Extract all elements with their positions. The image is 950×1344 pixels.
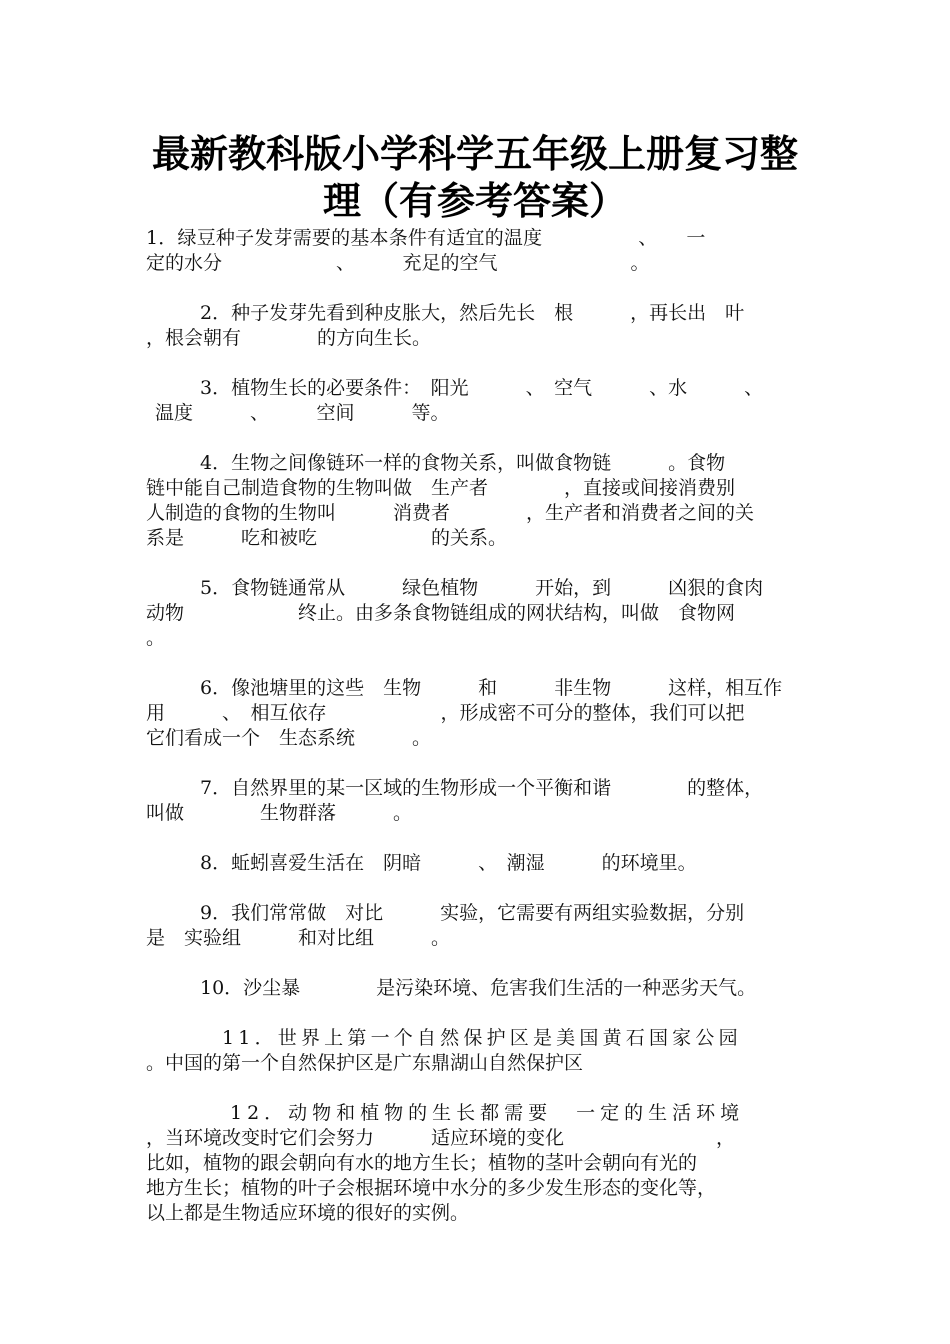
q10-line-1: 10．沙尘暴 是污染环境、危害我们生活的一种恶劣天气。 xyxy=(200,977,757,999)
q12-line-5: 以上都是生物适应环境的很好的实例。 xyxy=(146,1202,470,1224)
q5-line-3: 。 xyxy=(146,627,166,649)
q4-line-2: 链中能自己制造食物的生物叫做 生产者 ，直接或间接消费别 xyxy=(146,477,736,499)
q3-line-2: 温度 、 空间 等。 xyxy=(155,402,450,424)
q12-line-2: ，当环境改变时它们会努力 适应环境的变化 ， xyxy=(146,1127,736,1149)
q4-line-3: 人制造的食物的生物叫 消费者 ，生产者和消费者之间的关 xyxy=(146,502,755,524)
q12-line-1: 12．动物和植物的生长都需要 一定的生活环境 xyxy=(230,1102,745,1124)
q7-line-1: 7．自然界里的某一区域的生物形成一个平衡和谐 的整体， xyxy=(200,777,764,799)
q9-line-1: 9．我们常常做 对比 实验，它需要有两组实验数据，分别 xyxy=(200,902,745,924)
q2-line-1: 2．种子发芽先看到种皮胀大，然后先长 根 ，再长出 叶 xyxy=(200,302,745,324)
q6-line-3: 它们看成一个 生态系统 。 xyxy=(146,727,432,749)
q2-line-2: ，根会朝有 的方向生长。 xyxy=(146,327,432,349)
q1-line-2: 定的水分 、 充足的空气 。 xyxy=(146,252,650,274)
document-title-line-1: 最新教科版小学科学五年级上册复习整 xyxy=(151,132,798,176)
q12-line-3: 比如，植物的跟会朝向有水的地方生长；植物的茎叶会朝向有光的 xyxy=(146,1152,698,1174)
q12-line-4: 地方生长；植物的叶子会根据环境中水分的多少发生形态的变化等， xyxy=(146,1177,717,1199)
q5-line-2: 动物 终止。由多条食物链组成的网状结构，叫做 食物网 xyxy=(146,602,736,624)
q4-line-1: 4．生物之间像链环一样的食物关系，叫做食物链 。食物 xyxy=(200,452,726,474)
document-title-line-2: 理（有参考答案） xyxy=(322,179,627,223)
q6-line-2: 用 、 相互依存 ，形成密不可分的整体，我们可以把 xyxy=(146,702,745,724)
q4-line-4: 系是 吃和被吃 的关系。 xyxy=(146,527,508,549)
q1-line-1: 1．绿豆种子发芽需要的基本条件有适宜的温度 、 一 xyxy=(146,227,706,249)
q6-line-1: 6．像池塘里的这些 生物 和 非生物 这样，相互作 xyxy=(200,677,783,699)
q3-line-1: 3．植物生长的必要条件： 阳光 、 空气 、水 、 xyxy=(200,377,764,399)
q11-line-1: 11．世界上第一个自然保护区是美国黄石国家公园 xyxy=(222,1027,742,1049)
q5-line-1: 5．食物链通常从 绿色植物 开始，到 凶狠的食肉 xyxy=(200,577,764,599)
q11-line-2: 。中国的第一个自然保护区是广东鼎湖山自然保护区 xyxy=(146,1052,584,1074)
q7-line-2: 叫做 生物群落 。 xyxy=(146,802,413,824)
q8-line-1: 8．蚯蚓喜爱生活在 阴暗 、 潮湿 的环境里。 xyxy=(200,852,697,874)
q9-line-2: 是 实验组 和对比组 。 xyxy=(146,927,451,949)
